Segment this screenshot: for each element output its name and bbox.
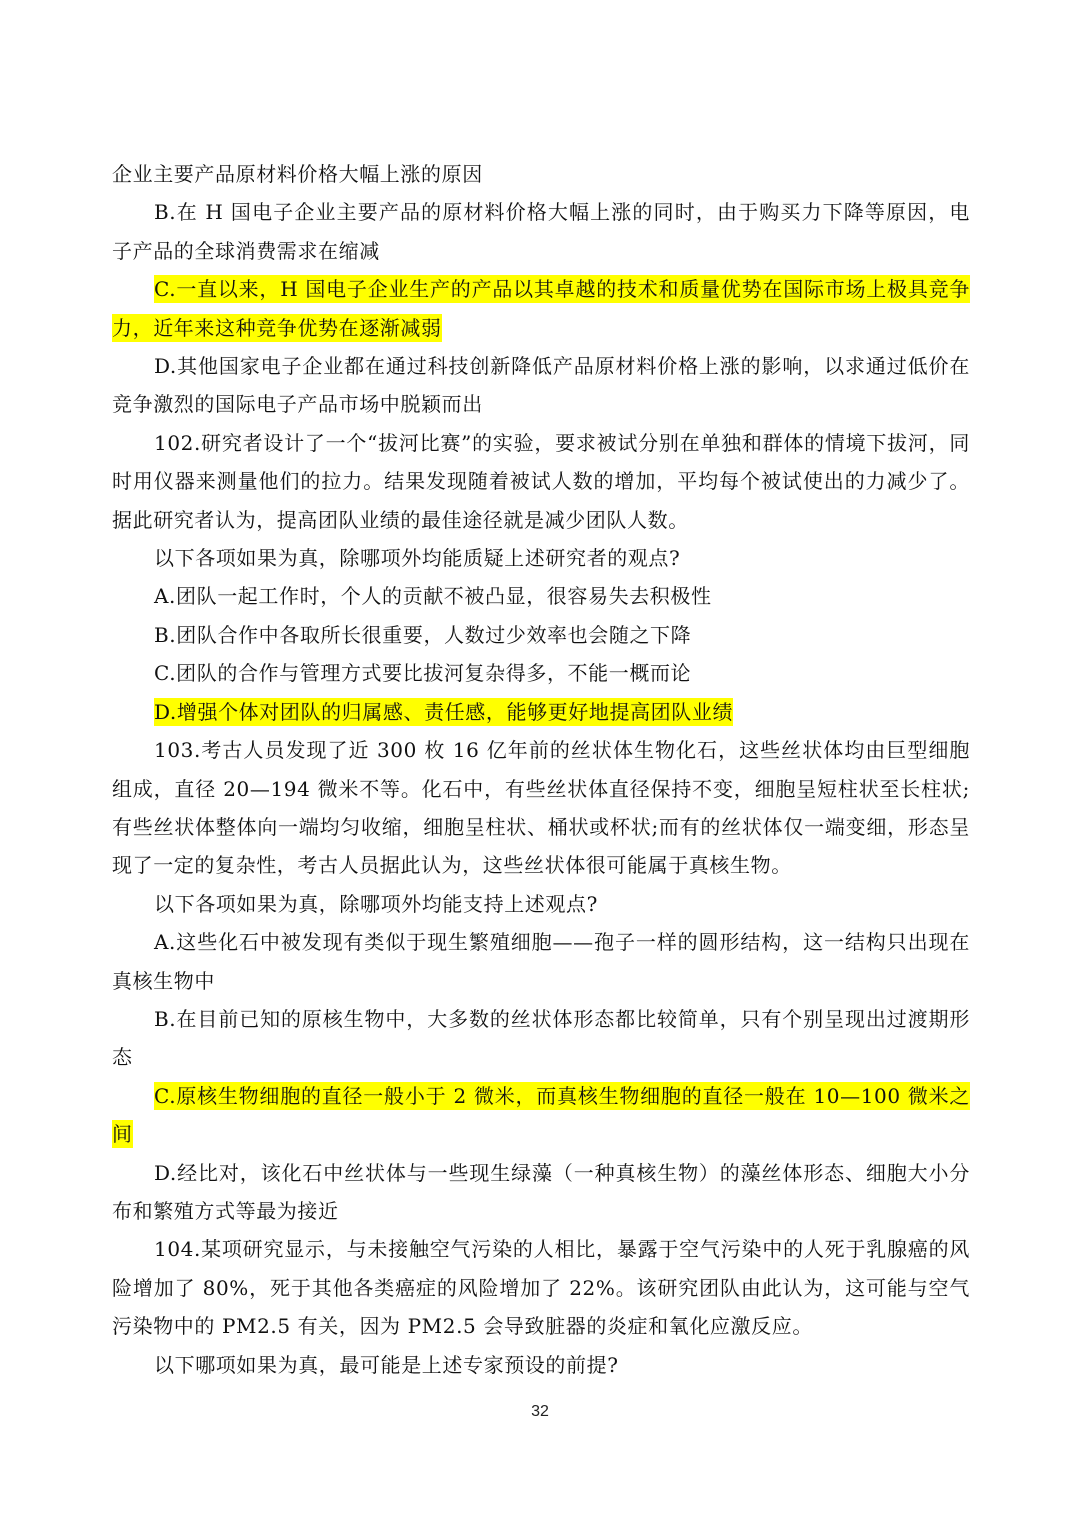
page-content xyxy=(112,155,970,1384)
highlighted-answer: C.一直以来，H 国电子企业生产的产品以其卓越的技术和质量优势在国际市场上极具竞争力，近年来这种竞争优势在逐渐减弱 xyxy=(112,277,970,340)
paragraph-text: 104.某项研究显示，与未接触空气污染的人相比，暴露于空气污染中的人死于乳腺癌的风险增加了 80%，死于其他各类癌症的风险增加了 22%。该研究团队由此认为，这可能与空气污染物中的 PM2.5 有关，因为 PM2.5 会导致脏器的炎症和氧化应激反应。 xyxy=(112,1237,970,1339)
option-d-q102-answer xyxy=(112,693,970,731)
paragraph-text: B.在 H 国电子企业主要产品的原材料价格大幅上涨的同时，由于购买力下降等原因，电子产品的全球消费需求在缩减 xyxy=(112,200,970,263)
paragraph-continuation xyxy=(112,155,970,193)
paragraph-text: D.经比对，该化石中丝状体与一些现生绿藻（一种真核生物）的藻丝体形态、细胞大小分布和繁殖方式等最为接近 xyxy=(112,1160,970,1223)
paragraph-text: B.团队合作中各取所长很重要，人数过少效率也会随之下降 xyxy=(154,622,692,647)
paragraph-text: A.这些化石中被发现有类似于现生繁殖细胞——孢子一样的圆形结构，这一结构只出现在真核生物中 xyxy=(112,930,970,993)
paragraph-text: 102.研究者设计了一个“拔河比赛”的实验，要求被试分别在单独和群体的情境下拔河，同时用仪器来测量他们的拉力。结果发现随着被试人数的增加，平均每个被试使出的力减少了。据此研究者认为，提高团队业绩的最佳途径就是减少团队人数。 xyxy=(112,430,970,532)
question-104-stem xyxy=(112,1230,970,1345)
question-102-prompt xyxy=(112,539,970,577)
page-number: 32 xyxy=(531,1403,549,1420)
question-103-stem xyxy=(112,731,970,885)
option-d-q101 xyxy=(112,347,970,424)
highlighted-answer: C.原核生物细胞的直径一般小于 2 微米，而真核生物细胞的直径一般在 10—100 微米之间 xyxy=(112,1083,970,1147)
paragraph-text: C.团队的合作与管理方式要比拔河复杂得多，不能一概而论 xyxy=(154,661,692,686)
paragraph-text: 103.考古人员发现了近 300 枚 16 亿年前的丝状体生物化石，这些丝状体均由巨型细胞组成，直径 20—194 微米不等。化石中，有些丝状体直径保持不变，细胞呈短柱状至长柱状;有些丝状体整体向一端均匀收缩，细胞呈柱状、桶状或杯状;而有的丝状体仅一端变细，形态呈现了一定的复杂性，考古人员据此认为，这些丝状体很可能属于真核生物。 xyxy=(112,738,970,878)
paragraph-text: A.团队一起工作时，个人的贡献不被凸显，很容易失去积极性 xyxy=(154,584,712,609)
option-b-q102 xyxy=(112,616,970,654)
option-b-q103 xyxy=(112,1000,970,1077)
option-d-q103 xyxy=(112,1154,970,1231)
paragraph-text: 以下各项如果为真，除哪项外均能支持上述观点? xyxy=(154,891,598,916)
question-103-prompt xyxy=(112,885,970,923)
paragraph-text: D.其他国家电子企业都在通过科技创新降低产品原材料价格上涨的影响，以求通过低价在竞争激烈的国际电子产品市场中脱颖而出 xyxy=(112,354,970,417)
paragraph-text: 企业主要产品原材料价格大幅上涨的原因 xyxy=(112,162,483,186)
paragraph-text: B.在目前已知的原核生物中，大多数的丝状体形态都比较简单，只有个别呈现出过渡期形态 xyxy=(112,1006,970,1070)
paragraph-text: 以下哪项如果为真，最可能是上述专家预设的前提? xyxy=(154,1352,619,1377)
option-c-q103-answer xyxy=(112,1077,970,1154)
option-c-q102 xyxy=(112,654,970,692)
highlighted-answer: D.增强个体对团队的归属感、责任感，能够更好地提高团队业绩 xyxy=(154,699,734,724)
option-a-q102 xyxy=(112,577,970,615)
question-102-stem xyxy=(112,424,970,539)
option-a-q103 xyxy=(112,923,970,1000)
question-104-prompt xyxy=(112,1346,970,1384)
option-c-q101-answer xyxy=(112,270,970,347)
paragraph-text: 以下各项如果为真，除哪项外均能质疑上述研究者的观点? xyxy=(154,546,681,571)
option-b-q101 xyxy=(112,193,970,270)
